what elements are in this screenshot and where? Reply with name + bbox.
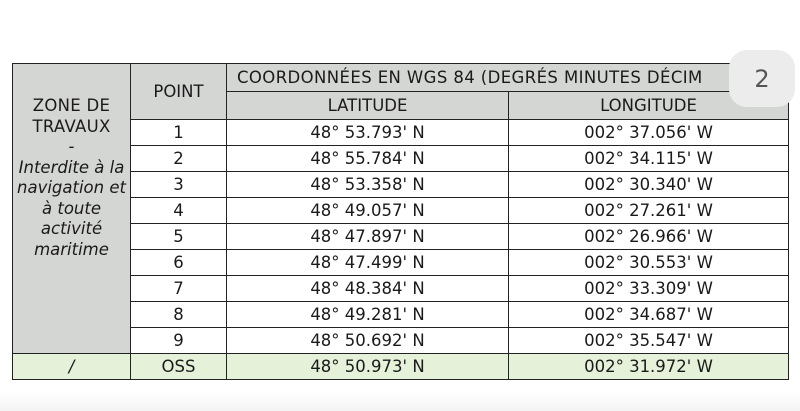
longitude-cell: 002° 27.261' W (509, 198, 789, 224)
longitude-cell: 002° 33.309' W (509, 276, 789, 302)
latitude-cell: 48° 49.281' N (227, 302, 509, 328)
latitude-cell: 48° 47.499' N (227, 250, 509, 276)
point-cell: 8 (131, 302, 227, 328)
longitude-cell: 002° 34.115' W (509, 146, 789, 172)
point-cell: 1 (131, 120, 227, 146)
zone-title: ZONE DE TRAVAUX (32, 96, 111, 136)
point-cell: 2 (131, 146, 227, 172)
oss-latitude-cell: 48° 50.973' N (227, 354, 509, 380)
header-coordinates: COORDONNÉES EN WGS 84 (DEGRÉS MINUTES DÉCIM (227, 64, 789, 92)
zone-cell (13, 64, 131, 354)
zone-note: Interdite à la navigation et à toute activité maritime (17, 157, 126, 259)
latitude-cell: 48° 55.784' N (227, 146, 509, 172)
longitude-cell: 002° 26.966' W (509, 224, 789, 250)
point-cell: 9 (131, 328, 227, 354)
page-bottom-edge (0, 392, 800, 411)
page-number-badge[interactable]: 2 (729, 50, 795, 107)
latitude-cell: 48° 53.358' N (227, 172, 509, 198)
point-cell: 6 (131, 250, 227, 276)
oss-row (13, 354, 789, 380)
latitude-cell: 48° 47.897' N (227, 224, 509, 250)
longitude-cell: 002° 35.547' W (509, 328, 789, 354)
point-cell: 7 (131, 276, 227, 302)
point-cell: 4 (131, 198, 227, 224)
longitude-cell: 002° 30.340' W (509, 172, 789, 198)
coordinates-table (12, 63, 789, 380)
point-cell: 5 (131, 224, 227, 250)
point-cell: 3 (131, 172, 227, 198)
oss-longitude-cell: 002° 31.972' W (509, 354, 789, 380)
longitude-cell: 002° 34.687' W (509, 302, 789, 328)
oss-zone-cell: / (13, 354, 131, 380)
longitude-cell: 002° 30.553' W (509, 250, 789, 276)
latitude-cell: 48° 50.692' N (227, 328, 509, 354)
longitude-cell: 002° 37.056' W (509, 120, 789, 146)
header-point: POINT (131, 64, 227, 120)
latitude-cell: 48° 48.384' N (227, 276, 509, 302)
latitude-cell: 48° 49.057' N (227, 198, 509, 224)
header-latitude: LATITUDE (227, 92, 509, 120)
latitude-cell: 48° 53.793' N (227, 120, 509, 146)
zone-dash: - (68, 137, 75, 156)
oss-point-cell: OSS (131, 354, 227, 380)
header-longitude: LONGITUDE (509, 92, 789, 120)
